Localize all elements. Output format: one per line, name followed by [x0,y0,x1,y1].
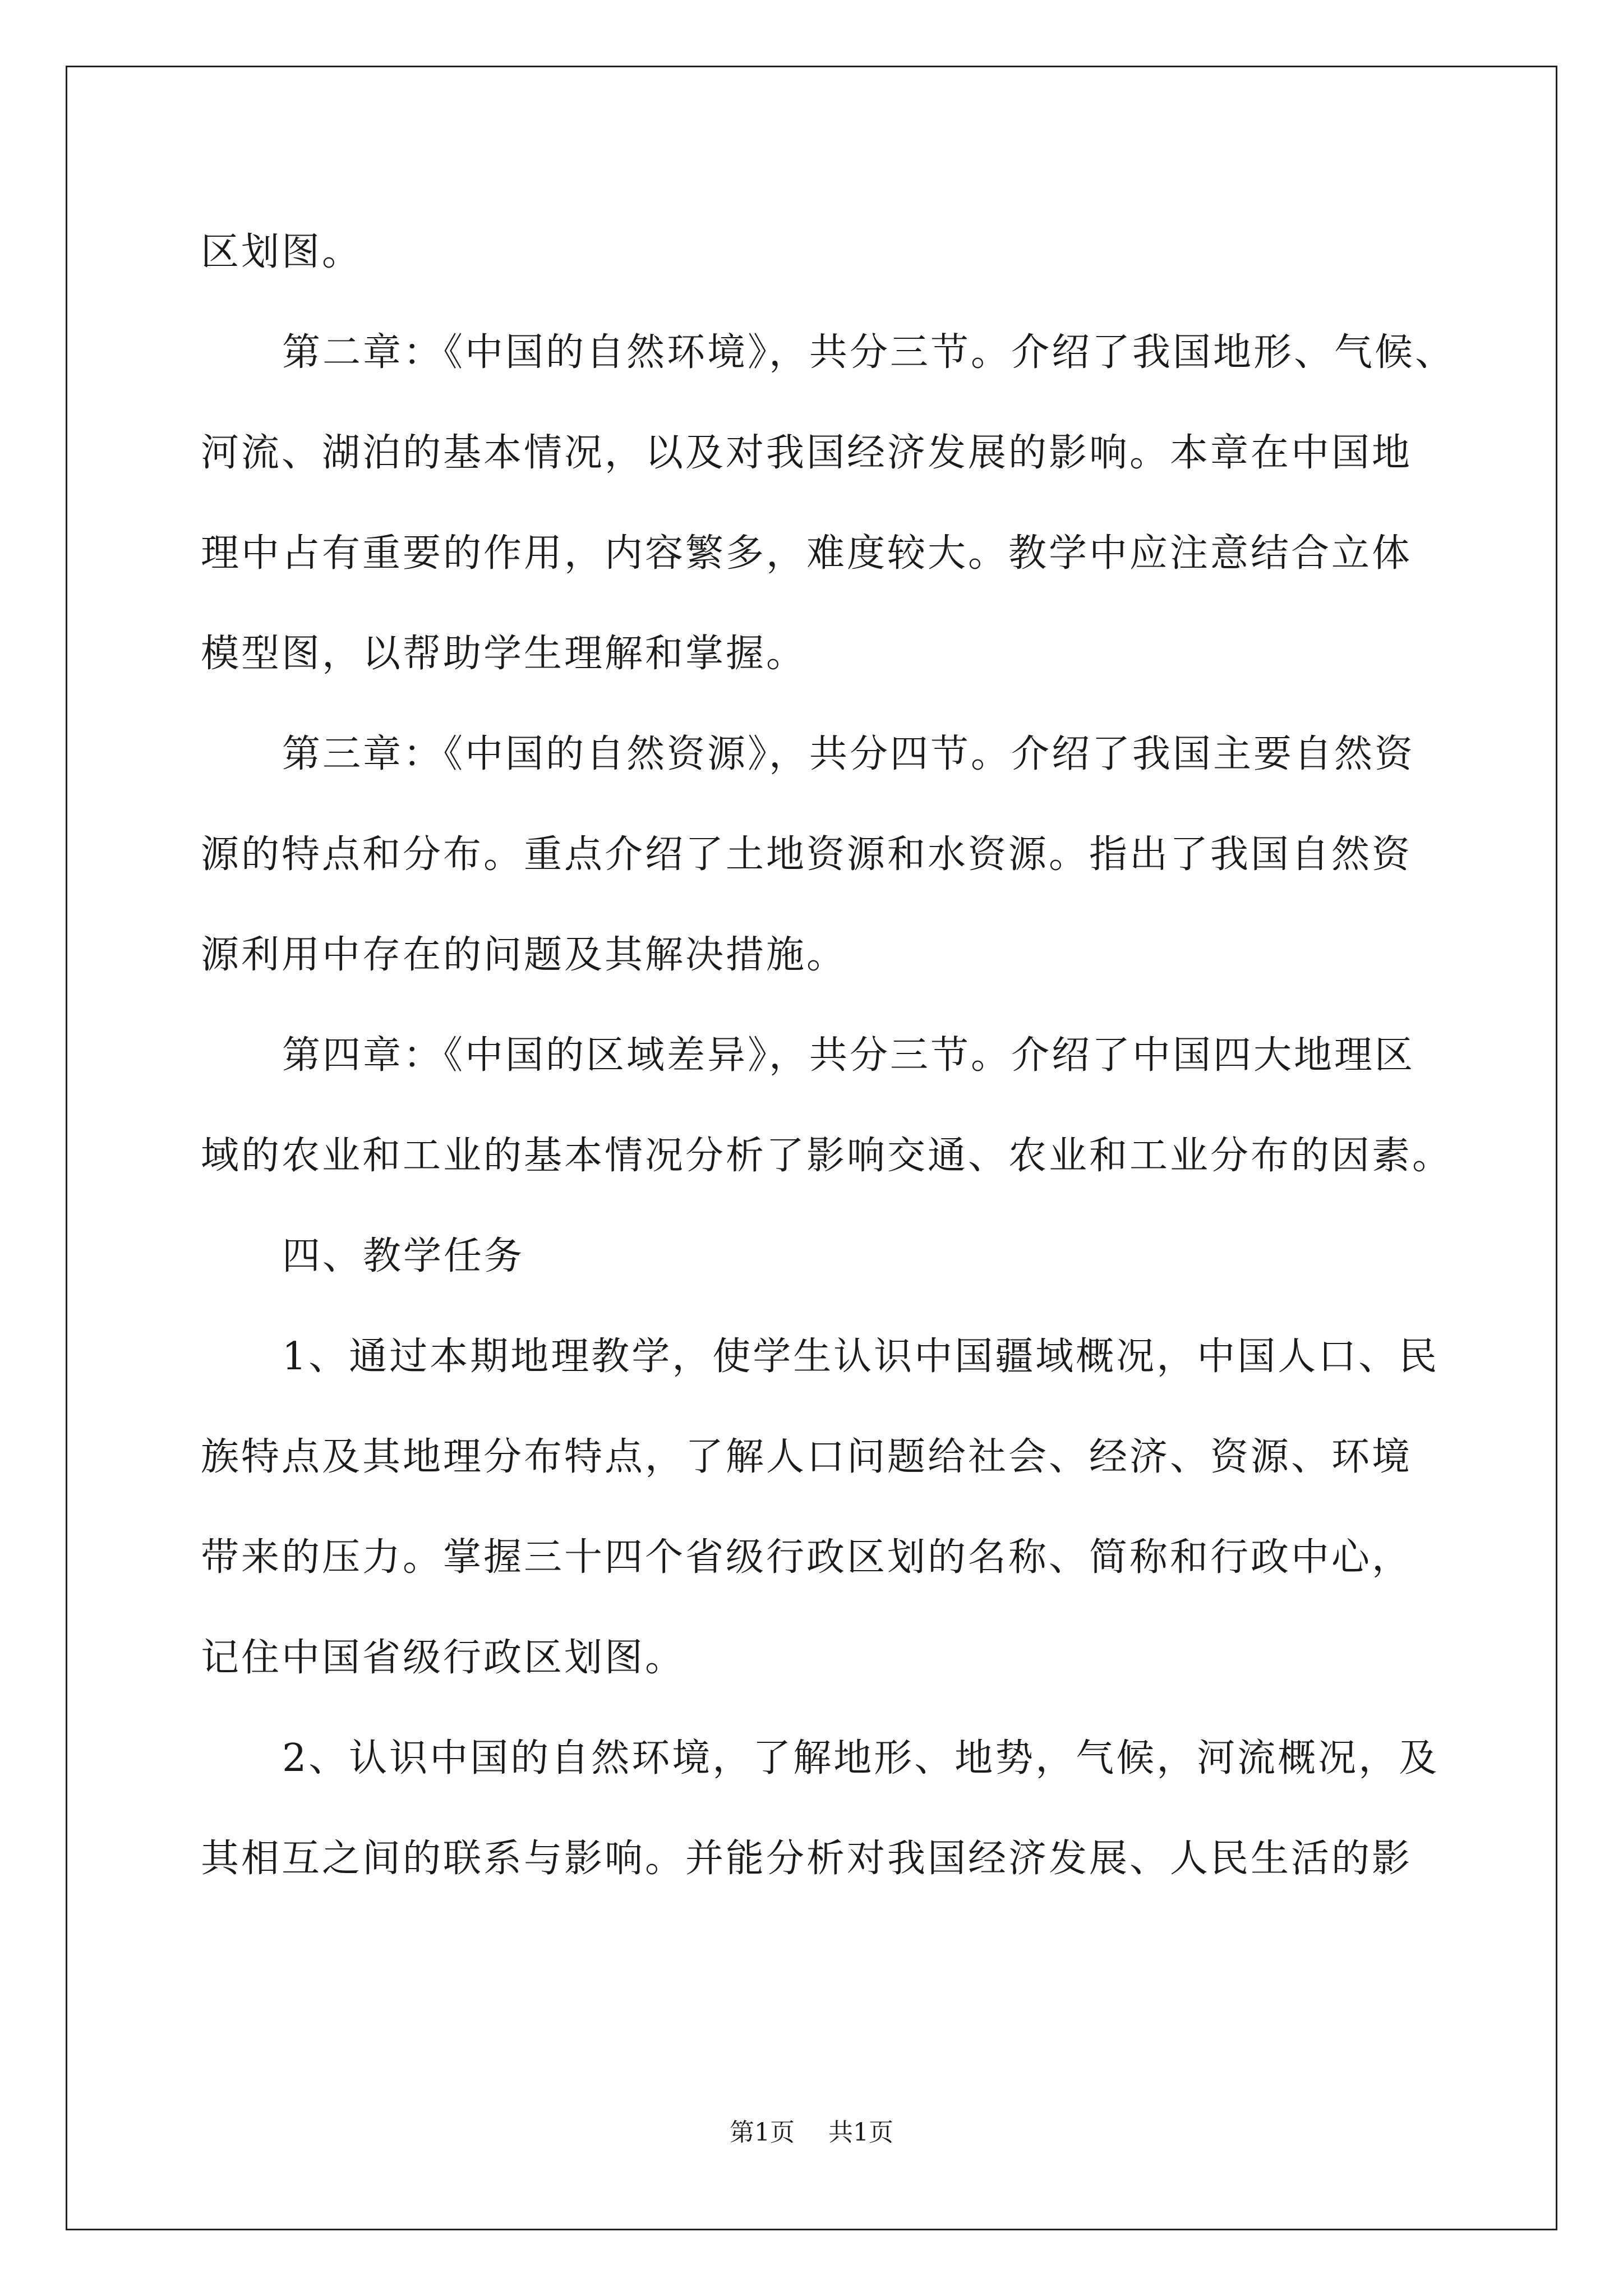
text-line: 其相互之间的联系与影响。并能分析对我国经济发展、人民生活的影 [201,1837,1413,1881]
text-line: 区划图。 [201,230,363,274]
document-body [201,202,1457,1909]
text-line: 记住中国省级行政区划图。 [201,1636,686,1680]
text-line: 族特点及其地理分布特点，了解人口问题给社会、经济、资源、环境 [201,1435,1413,1479]
section-heading: 四、教学任务 [282,1234,525,1278]
page-number: 第1页 [730,2118,795,2147]
text-line: 1、通过本期地理教学，使学生认识中国疆域概况，中国人口、民 [282,1335,1440,1379]
text-line: 源的特点和分布。重点介绍了土地资源和水资源。指出了我国自然资 [201,832,1413,877]
text-line: 理中占有重要的作用，内容繁多，难度较大。教学中应注意结合立体 [201,531,1413,576]
text-line: 源利用中存在的问题及其解决措施。 [201,933,847,977]
text-line: 第二章：《中国的自然环境》，共分三节。介绍了我国地形、气候、 [282,330,1456,375]
text-line: 河流、湖泊的基本情况，以及对我国经济发展的影响。本章在中国地 [201,431,1413,475]
text-line: 带来的压力。掌握三十四个省级行政区划的名称、简称和行政中心， [201,1535,1413,1580]
page-total: 共1页 [828,2118,893,2147]
text-line: 域的农业和工业的基本情况分析了影响交通、农业和工业分布的因素。 [201,1134,1453,1178]
text-line: 模型图，以帮助学生理解和掌握。 [201,632,807,676]
page-footer [0,2112,1623,2148]
text-line: 2、认识中国的自然环境，了解地形、地势，气候，河流概况，及 [282,1736,1440,1780]
text-line: 第三章：《中国的自然资源》，共分四节。介绍了我国主要自然资 [282,732,1415,776]
text-line: 第四章：《中国的区域差异》，共分三节。介绍了中国四大地理区 [282,1033,1415,1078]
